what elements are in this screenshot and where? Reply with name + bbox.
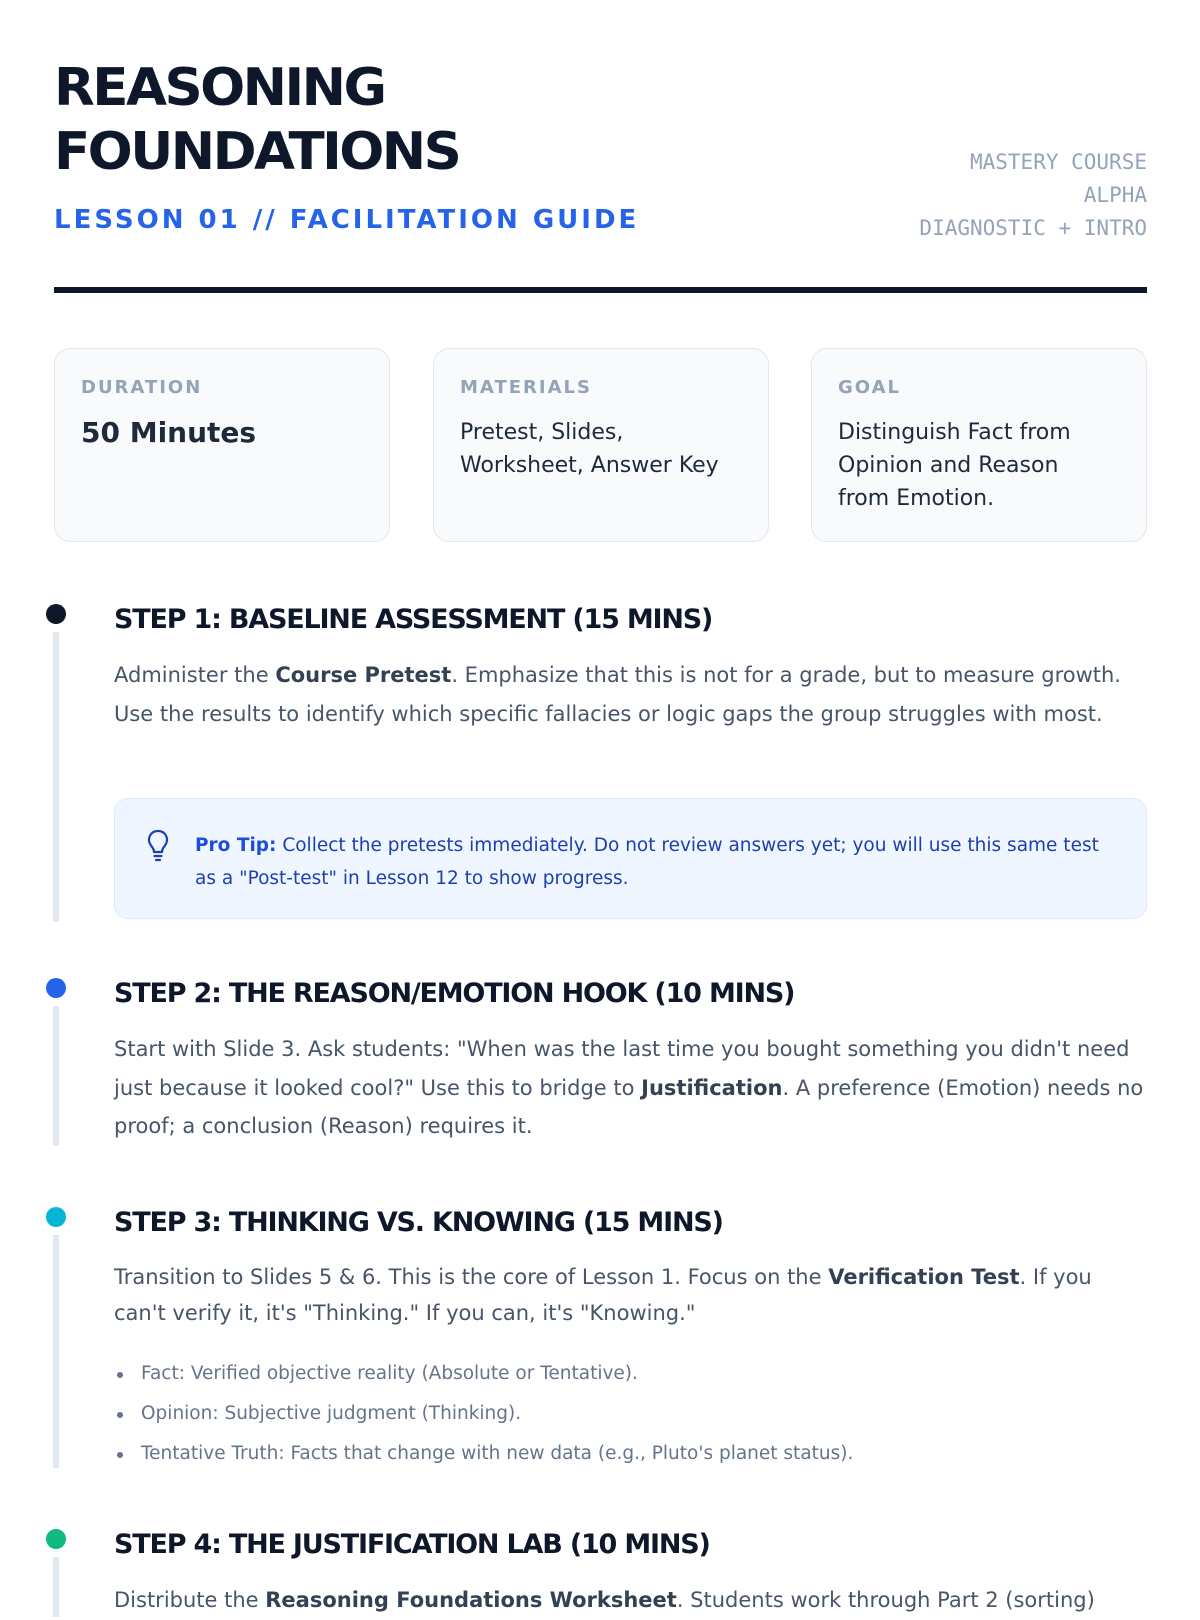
title-line-1: REASONING [54, 58, 385, 118]
pro-tip-callout [114, 798, 1147, 919]
card-label: DURATION [81, 377, 203, 398]
step-title: STEP 2: THE REASON/EMOTION HOOK (10 MINS) [114, 978, 795, 1009]
body-text: Distribute the [114, 1588, 266, 1612]
goal-card [811, 348, 1147, 542]
timeline-line [53, 632, 59, 922]
body-text: . Students work through Part 2 (sorting) [676, 1588, 1095, 1612]
list-item: Tentative Truth: Facts that change with new data (e.g., Pluto's planet status). [114, 1434, 853, 1474]
header-divider [54, 287, 1147, 293]
body-text: Administer the [114, 663, 276, 687]
emphasis-text: Reasoning Foundations Worksheet [265, 1588, 677, 1612]
card-value: 50 Minutes [81, 416, 257, 449]
body-text: . Emphasize that this is not for a grade, but to measure growth. Use the results to identify which specific fallacies or logic gaps the group struggles with most. [114, 663, 1121, 726]
pro-tip-text [195, 829, 1115, 895]
card-value: Pretest, Slides, Worksheet, Answer Key [460, 420, 719, 478]
duration-card [54, 348, 390, 542]
step-body [114, 1581, 1147, 1620]
meta-course: MASTERY COURSE [969, 150, 1147, 174]
step-marker-dot [46, 1529, 66, 1549]
timeline-line [53, 1006, 59, 1146]
step-body [114, 1030, 1147, 1146]
list-item: Fact: Verified objective reality (Absolute or Tentative). [114, 1354, 853, 1394]
card-label: MATERIALS [460, 377, 592, 398]
emphasis-text: Course Pretest [275, 663, 452, 687]
body-text: Start with Slide 3. Ask students: "When was the last time you bought something you didn't need just because it looked cool?" Use this to bridge to [114, 1037, 1130, 1100]
lesson-subtitle: LESSON 01 // FACILITATION GUIDE [54, 205, 640, 235]
step-marker-dot [46, 604, 66, 624]
card-value: Distinguish Fact from Opinion and Reason from Emotion. [838, 420, 1071, 511]
materials-card [433, 348, 769, 542]
step-title: STEP 1: BASELINE ASSESSMENT (15 MINS) [114, 604, 713, 635]
step-marker-dot [46, 1207, 66, 1227]
body-text: Transition to Slides 5 & 6. This is the core of Lesson 1. Focus on the [114, 1265, 829, 1289]
emphasis-text: Justification [641, 1075, 783, 1100]
title-line-2: FOUNDATIONS [54, 122, 460, 182]
body-text: . A preference (Emotion) needs no proof; a conclusion (Reason) requires it. [114, 1075, 1144, 1138]
list-item: Opinion: Subjective judgment (Thinking). [114, 1394, 853, 1434]
key-terms-list [114, 1354, 853, 1474]
step-title: STEP 4: THE JUSTIFICATION LAB (10 MINS) [114, 1529, 710, 1560]
card-label: GOAL [838, 377, 901, 398]
page-title [54, 56, 459, 184]
timeline-line [53, 1557, 59, 1617]
pro-tip-body: Collect the pretests immediately. Do not review answers yet; you will use this same test as a "Post-test" in Lesson 12 to show progress. [195, 835, 1099, 889]
step-marker-dot [46, 978, 66, 998]
meta-level: ALPHA [1083, 183, 1147, 207]
meta-unit: DIAGNOSTIC + INTRO [919, 216, 1147, 240]
timeline-line [53, 1235, 59, 1468]
pro-tip-label: Pro Tip: [195, 835, 277, 856]
step-body [114, 1259, 1147, 1331]
step-body [114, 656, 1147, 733]
facilitation-guide-page [54, 0, 1147, 1612]
lightbulb-icon [147, 829, 169, 868]
emphasis-text: Verification Test [828, 1265, 1020, 1289]
course-meta [919, 146, 1147, 245]
step-title: STEP 3: THINKING VS. KNOWING (15 MINS) [114, 1207, 723, 1238]
body-text: . If you can't verify it, it's "Thinking." If you can, it's "Knowing." [114, 1265, 1092, 1325]
